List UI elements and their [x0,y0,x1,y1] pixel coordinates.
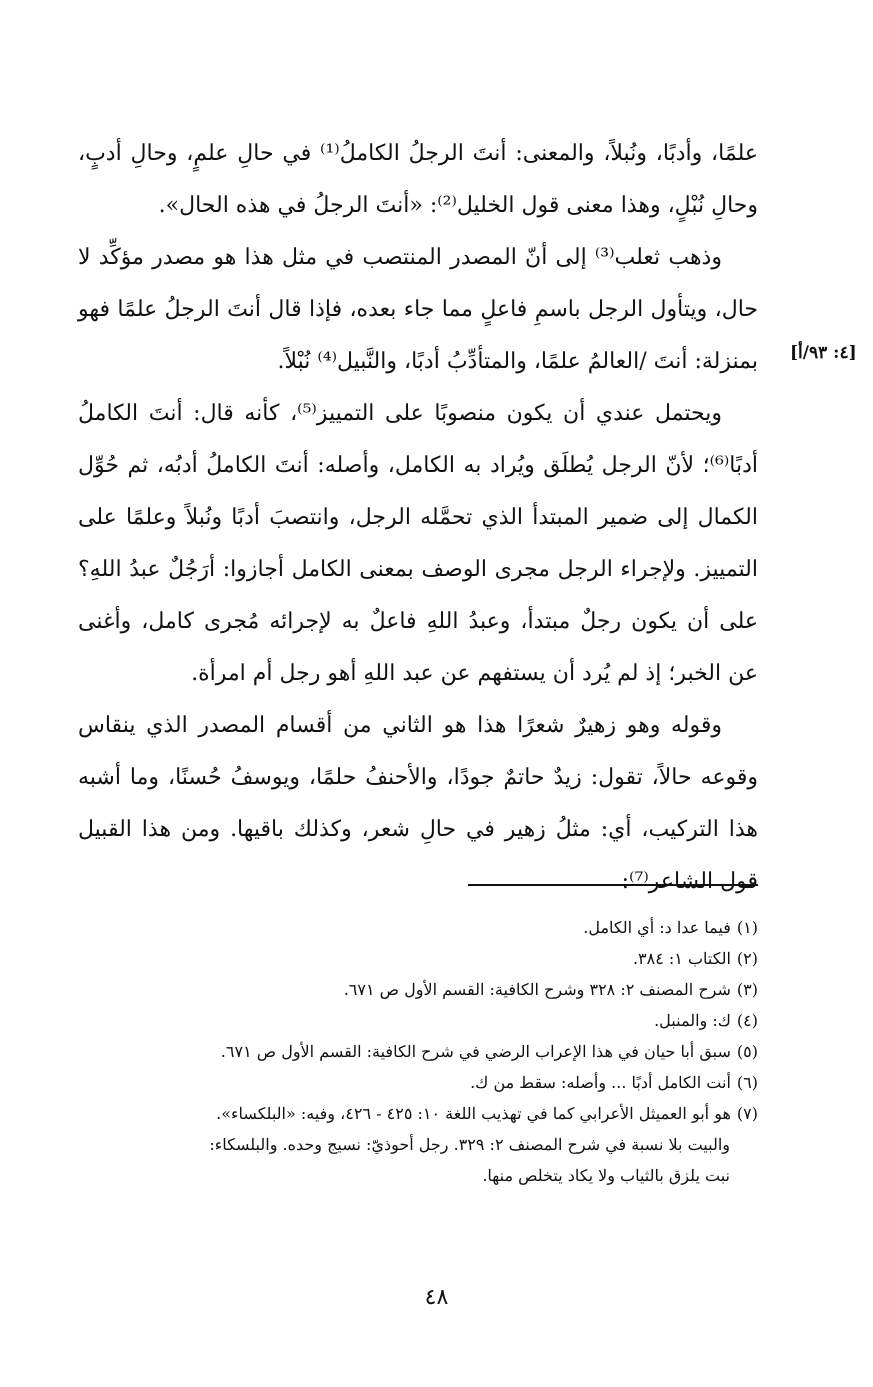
page-number: ٤٨ [424,1285,449,1310]
paragraph-3: ويحتمل عندي أن يكون منصوبًا على التمييز⁽⁵⁾، كأنه قال: أنتَ الكاملُ أدبًا⁽⁶⁾؛ لأنّ الرجل يُطلَق ويُراد به الكامل، وأصله: أنتَ الكاملُ أدبُه، ثم حُوِّل الكمال إلى ضمير المبتدأ الذي تحمَّله الرجل، وانتصبَ أدبًا ونُبلاً وعلمًا على التمييز. ولإجراء الرجل مجرى الوصف بمعنى الكامل أجازوا: أرَجُلٌ عبدُ اللهِ؟ على أن يكون رجلٌ مبتدأ، وعبدُ اللهِ فاعلٌ به لإجرائه مُجرى كامل، وأغنى عن الخبر؛ إذ لم يُرد أن يستفهم عن عبد اللهِ أهو رجل أم امرأة. [78,401,758,686]
footnote-continuation: والبيت بلا نسبة في شرح المصنف ٢: ٣٢٩. رجل أحوذيّ: نسيج وحده. والبلسكاء: [209,1135,730,1154]
footnote-item [110,1036,758,1067]
footnotes [110,912,758,1191]
footnote-item [110,1005,758,1036]
footnote-text: سبق أبا حيان في هذا الإعراب الرضي في شرح الكافية: القسم الأول ص ٦٧١. [220,1042,731,1061]
footnote-item [110,912,758,943]
footnote-text: الكتاب ١: ٣٨٤. [632,949,731,968]
paragraph-1: علمًا، وأدبًا، ونُبلاً، والمعنى: أنتَ الرجلُ الكاملُ⁽¹⁾ في حالِ علمٍ، وحالِ أدبٍ، وحالِ نُبْلٍ، وهذا معنى قول الخليل⁽²⁾: «أنتَ الرجلُ في هذه الحال». [78,141,758,218]
footnote-continuation: نبت يلزق بالثياب ولا يكاد يتخلص منها. [482,1166,730,1185]
paragraph-2: وذهب ثعلب⁽³⁾ إلى أنّ المصدر المنتصب في مثل هذا هو مصدر مؤكِّد لا حال، ويتأول الرجل باسمِ فاعلٍ مما جاء بعده، فإذا قال أنتَ الرجلُ علمًا فهو بمنزلة: أنتَ /العالمُ علمًا، والمتأدِّبُ أدبًا، والنَّبيل⁽⁴⁾ نُبْلاً. [78,245,758,374]
paragraph-4: وقوله وهو زهيرٌ شعرًا هذا هو الثاني من أقسام المصدر الذي ينقاس وقوعه حالاً، تقول: زيدٌ حاتمٌ جودًا، والأحنفُ حلمًا، ويوسفُ حُسنًا، وما أشبه هذا التركيب، أي: مثلُ زهير في حالِ شعر، وكذلك باقيها. ومن هذا القبيل قول الشاعر⁽⁷⁾: [78,713,758,894]
margin-reference: [٤: ٩٣/أ] [790,343,857,363]
footnote-item [110,1067,758,1098]
footnote-number: (٤) [736,1011,758,1030]
footnote-text: هو أبو العميثل الأعرابي كما في تهذيب اللغة ١٠: ٤٢٥ - ٤٢٦، وفيه: «البلكساء». [216,1104,731,1123]
footnote-number: (٢) [736,949,758,968]
main-text [78,128,758,908]
footnote-text: فيما عدا د: أي الكامل. [583,918,731,937]
footnote-item [110,974,758,1005]
footnote-number: (٣) [736,980,758,999]
footnote-number: (١) [736,918,758,937]
footnote-item [110,1098,758,1129]
footnote-text: أنت الكامل أدبًا ... وأصله: سقط من ك. [470,1073,731,1092]
footnote-text: ك: والمنبل. [654,1011,731,1030]
footnote-item [110,943,758,974]
footnote-number: (٦) [736,1073,758,1092]
footnote-number: (٧) [736,1104,758,1123]
footnote-number: (٥) [736,1042,758,1061]
footnote-divider [468,884,758,886]
footnote-text: شرح المصنف ٢: ٣٢٨ وشرح الكافية: القسم الأول ص ٦٧١. [343,980,731,999]
